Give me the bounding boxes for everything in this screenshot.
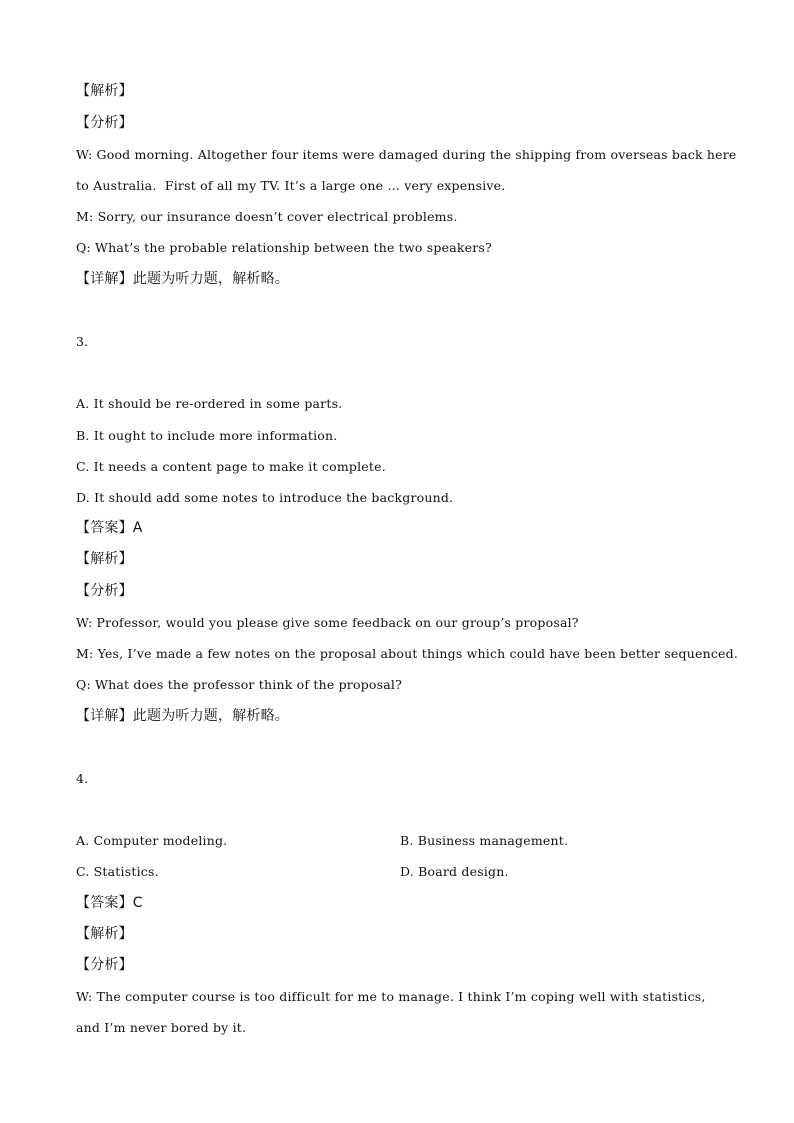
q4-jiexi-label: 【解析】: [76, 926, 133, 942]
q3-transcript-line: Q: What does the professor think of the proposal?: [76, 677, 403, 692]
q4-option-a: A. Computer modeling.: [76, 833, 228, 848]
q3-option-d: D. It should add some notes to introduce the background.: [76, 490, 454, 505]
q2-transcript-line: Q: What’s the probable relationship between the two speakers?: [76, 240, 492, 255]
q4-option-c: C. Statistics.: [76, 864, 159, 879]
q4-fenxi-label: 【分析】: [76, 957, 133, 973]
q3-transcript-line: M: Yes, I’ve made a few notes on the proposal about things which could have been better sequenced.: [76, 646, 738, 661]
q3-option-c: C. It needs a content page to make it complete.: [76, 459, 386, 474]
q3-option-a: A. It should be re-ordered in some parts.: [76, 396, 343, 411]
q3-transcript-line: W: Professor, would you please give some feedback on our group’s proposal?: [76, 615, 579, 630]
q2-detail: 【详解】此题为听力题，解析略。: [76, 271, 289, 287]
q2-jiexi-label: 【解析】: [76, 83, 133, 99]
q4-transcript-line: W: The computer course is too difficult for me to manage. I think I’m coping well with statistics,: [76, 989, 706, 1004]
q3-option-b: B. It ought to include more information.: [76, 428, 338, 443]
q3-fenxi-label: 【分析】: [76, 583, 133, 599]
q3-detail: 【详解】此题为听力题，解析略。: [76, 708, 289, 724]
q3-number: 3.: [76, 334, 89, 349]
q2-transcript-line: M: Sorry, our insurance doesn’t cover electrical problems.: [76, 209, 458, 224]
q4-option-d: D. Board design.: [400, 864, 509, 879]
q3-answer: 【答案】A: [76, 520, 143, 536]
q4-option-b: B. Business management.: [400, 833, 569, 848]
q2-fenxi-label: 【分析】: [76, 115, 133, 131]
q3-jiexi-label: 【解析】: [76, 551, 133, 567]
q4-answer: 【答案】C: [76, 895, 143, 911]
q2-transcript-line: W: Good morning. Altogether four items were damaged during the shipping from overseas back here: [76, 147, 737, 162]
q4-number: 4.: [76, 771, 89, 786]
q4-transcript-line: and I’m never bored by it.: [76, 1020, 247, 1035]
q2-transcript-line: to Australia. First of all my TV. It’s a large one … very expensive.: [76, 178, 506, 193]
